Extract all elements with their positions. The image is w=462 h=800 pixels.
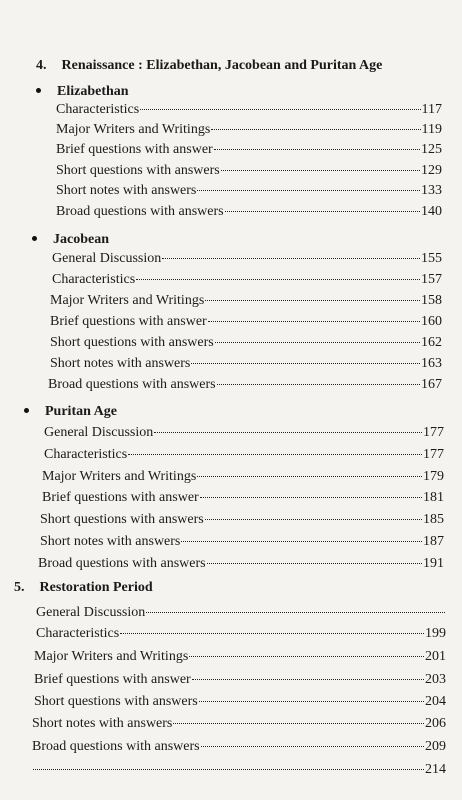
entry-label: Brief questions with answer [42,490,199,505]
dot-leader [205,300,420,301]
toc-entry [32,762,446,778]
entry-page: 157 [421,272,442,287]
entry-label: Major Writers and Writings [42,469,197,484]
dot-leader [136,279,420,280]
dot-leader [201,746,424,747]
entry-page: 206 [425,716,446,731]
toc-entry [36,605,446,621]
entry-page: 187 [423,534,444,549]
entry-label: Short questions with answers [50,335,214,350]
entry-label: Brief questions with answer [56,142,213,157]
toc-entry [52,251,442,267]
dot-leader [211,129,420,130]
toc-entry [56,122,442,138]
toc-entry [52,272,442,288]
entry-page: 167 [421,377,442,392]
subsection-heading [24,404,117,420]
entry-page: 191 [423,556,444,571]
toc-entry [44,425,444,441]
dot-leader [173,723,424,724]
entry-page: 179 [423,469,444,484]
toc-entry [40,534,444,550]
entry-page: 204 [425,694,446,709]
toc-entry [32,739,446,755]
dot-leader [200,497,422,498]
subsection-title: Elizabethan [57,84,129,99]
entry-page: 177 [423,425,444,440]
dot-leader [181,541,422,542]
entry-label: Short questions with answers [40,512,204,527]
dot-leader [154,432,422,433]
dot-leader [221,170,420,171]
subsection-heading [36,84,129,100]
toc-entry [42,469,444,485]
entry-page: 201 [425,649,446,664]
dot-leader [140,109,420,110]
entry-label: Major Writers and Writings [50,293,205,308]
entry-label: General Discussion [44,425,154,440]
entry-label: Characteristics [36,626,120,641]
dot-leader [199,701,424,702]
toc-entry [44,447,444,463]
entry-label: General Discussion [52,251,162,266]
dot-leader [197,476,422,477]
subsection-title: Jacobean [53,232,109,247]
entry-page: 214 [425,762,446,777]
dot-leader [189,656,424,657]
entry-label: Major Writers and Writings [56,122,211,137]
entry-label: Short questions with answers [56,163,220,178]
entry-page: 203 [425,672,446,687]
entry-label: Brief questions with answer [34,672,191,687]
section-heading [14,580,153,596]
entry-page: 125 [421,142,442,157]
entry-page: 155 [421,251,442,266]
toc-entry [34,672,446,688]
entry-page: 117 [421,102,442,117]
entry-label: Brief questions with answer [50,314,207,329]
dot-leader [191,363,420,364]
section-number: 4. [36,58,47,73]
section-title: Restoration Period [39,580,153,595]
section-title: Renaissance : Elizabethan, Jacobean and Puritan Age [61,58,383,73]
toc-entry [50,335,442,351]
entry-label: Major Writers and Writings [34,649,189,664]
dot-leader [33,769,424,770]
dot-leader [205,519,422,520]
dot-leader [215,342,420,343]
dot-leader [197,190,420,191]
dot-leader [214,149,420,150]
bullet-icon [36,88,41,93]
entry-page: 162 [421,335,442,350]
entry-page: 163 [421,356,442,371]
toc-entry [56,204,442,220]
dot-leader [192,679,424,680]
entry-label: Broad questions with answers [48,377,216,392]
section-number: 5. [14,580,25,595]
dot-leader [162,258,420,259]
toc-entry [50,293,442,309]
entry-page: 177 [423,447,444,462]
subsection-title: Puritan Age [45,404,117,419]
bullet-icon [24,408,29,413]
entry-label: General Discussion [36,605,146,620]
dot-leader [225,211,420,212]
toc-entry [40,512,444,528]
entry-label: Characteristics [56,102,140,117]
entry-label: Short notes with answers [32,716,173,731]
dot-leader [120,633,424,634]
entry-label: Short notes with answers [40,534,181,549]
entry-label: Characteristics [52,272,136,287]
toc-entry [56,142,442,158]
entry-label: Short notes with answers [50,356,191,371]
toc-entry [50,314,442,330]
toc-entry [50,356,442,372]
entry-label: Broad questions with answers [56,204,224,219]
entry-page: 119 [421,122,442,137]
entry-page: 133 [421,183,442,198]
dot-leader [208,321,420,322]
subsection-heading [32,232,109,248]
entry-page: 140 [421,204,442,219]
dot-leader [217,384,420,385]
entry-page: 199 [425,626,446,641]
toc-entry [34,694,446,710]
entry-page: 129 [421,163,442,178]
entry-page: 181 [423,490,444,505]
entry-label: Broad questions with answers [38,556,206,571]
bullet-icon [32,236,37,241]
section-heading [36,58,382,74]
entry-page: 158 [421,293,442,308]
toc-entry [56,163,442,179]
toc-entry [42,490,444,506]
dot-leader [207,563,422,564]
toc-entry [32,716,446,732]
toc-entry [48,377,442,393]
toc-entry [36,626,446,642]
dot-leader [128,454,422,455]
entry-page: 209 [425,739,446,754]
toc-entry [38,556,444,572]
entry-label: Short notes with answers [56,183,197,198]
entry-label: Broad questions with answers [32,739,200,754]
toc-entry [56,102,442,118]
entry-label: Short questions with answers [34,694,198,709]
toc-entry [56,183,442,199]
dot-leader [146,612,445,613]
entry-label: Characteristics [44,447,128,462]
toc-entry [34,649,446,665]
entry-page: 185 [423,512,444,527]
entry-page: 160 [421,314,442,329]
